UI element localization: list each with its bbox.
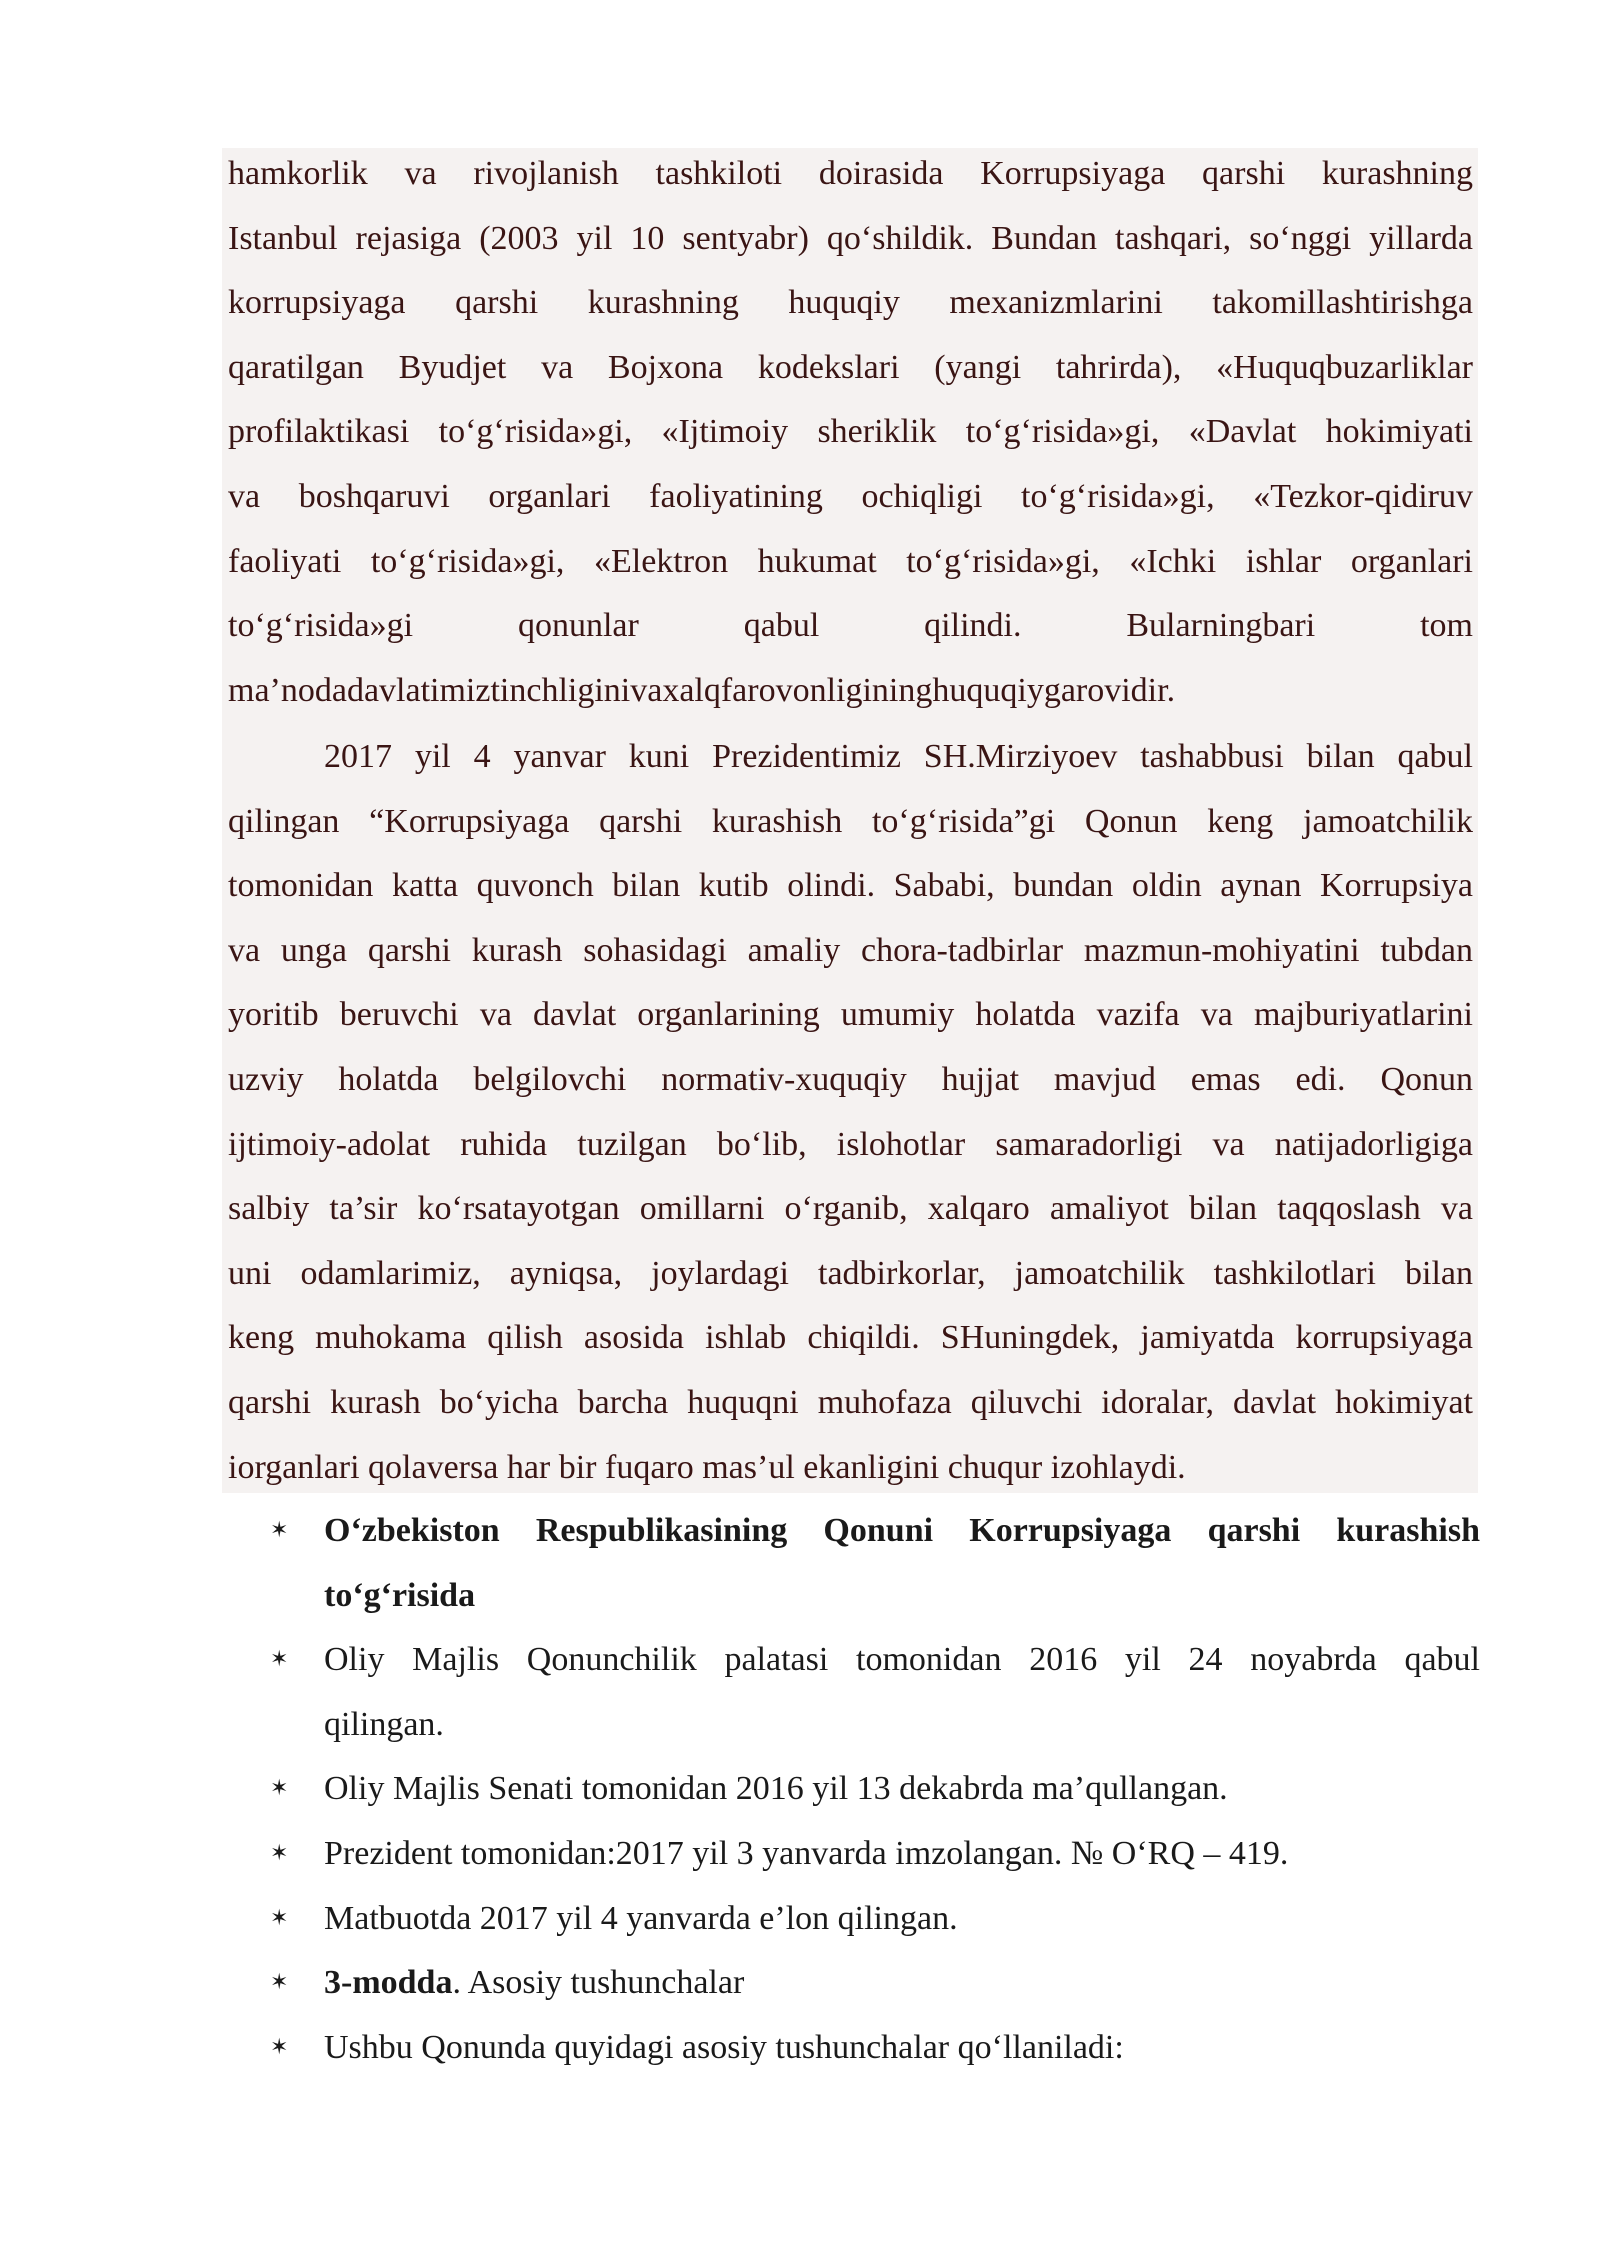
paragraph-line: ijtimoiy-adolat ruhida tuzilgan bo‘lib, islohotlar samaradorligi va natijadorligiga [228, 1125, 1473, 1163]
paragraph-line: tomonidan katta quvonch bilan kutib olindi. Sababi, bundan oldin aynan Korrupsiya [228, 867, 1473, 905]
paragraph-line: 2017 yil 4 yanvar kuni Prezidentimiz SH.Mirziyoev tashabbusi bilan qabul [324, 738, 1473, 775]
star-bullet-icon: ✶ [270, 1776, 289, 1802]
star-bullet-icon: ✶ [270, 1518, 289, 1543]
paragraph-line: uzviy holatda belgilovchi normativ-xuquqiy hujjat mavjud emas edi. Qonun [228, 1060, 1473, 1098]
list-item-publication [270, 1887, 1480, 1952]
star-bullet-icon: ✶ [270, 2034, 289, 2060]
list-item-text: Ushbu Qonunda quyidagi asosiy tushunchalar qo‘llaniladi: [324, 2028, 1124, 2066]
paragraph-line: keng muhokama qilish asosida ishlab chiqildi. SHuningdek, jamiyatda korrupsiyaga [228, 1319, 1473, 1357]
law-details-list [270, 1499, 1480, 2080]
article-number: 3-modda [324, 1964, 453, 2002]
paragraph-line: hamkorlik va rivojlanish tashkiloti doirasida Korrupsiyaga qarshi kurashning [228, 155, 1473, 192]
article-title: . Asosiy tushunchalar [452, 1964, 745, 2002]
list-item-text: Oliy Majlis Senati tomonidan 2016 yil 13 dekabrda ma’qullangan. [324, 1770, 1228, 1808]
list-item-text [324, 1951, 1480, 2016]
list-item-text: to‘g‘risida [324, 1576, 476, 1614]
paragraph-line: to‘g‘risida»gi qonunlar qabul qilindi. Bularningbari tom [228, 607, 1473, 645]
paragraph-line: uni odamlarimiz, ayniqsa, joylardagi tadbirkorlar, jamoatchilik tashkilotlari bilan [228, 1254, 1473, 1292]
list-item-legislative-chamber [270, 1628, 1480, 1757]
list-item-senate [270, 1757, 1480, 1822]
list-item-president [270, 1822, 1480, 1887]
list-item-text: qilingan. [324, 1705, 444, 1743]
paragraph-line: va unga qarshi kurash sohasidagi amaliy chora-tadbirlar mazmun-mohiyatini tubdan [228, 931, 1473, 969]
paragraph-anticorruption-law [228, 725, 1473, 1500]
star-bullet-icon: ✶ [270, 1905, 289, 1931]
list-item-article-3 [270, 1951, 1480, 2016]
paragraph-line: qilingan “Korrupsiyaga qarshi kurashish to‘g‘risida”gi Qonun keng jamoatchilik [228, 802, 1473, 840]
list-item-definitions-intro [270, 2016, 1480, 2081]
star-bullet-icon: ✶ [270, 1647, 289, 1673]
list-item-text: Prezident tomonidan:2017 yil 3 yanvarda imzolangan. № O‘RQ – 419. [324, 1834, 1289, 1872]
paragraph-line: iorganlari qolaversa har bir fuqaro mas’ul ekanligini chuqur izohlaydi. [228, 1448, 1186, 1486]
paragraph-line: ma’nodadavlatimiztinchliginivaxalqfarovonligininghuquqiygarovidir. [228, 671, 1176, 709]
list-item-text: Matbuotda 2017 yil 4 yanvarda e’lon qilingan. [324, 1899, 958, 1937]
paragraph-international-cooperation [228, 142, 1473, 723]
paragraph-line: Istanbul rejasiga (2003 yil 10 sentyabr) qo‘shildik. Bundan tashqari, so‘nggi yillarda [228, 219, 1473, 257]
paragraph-line: va boshqaruvi organlari faoliyatining ochiqligi to‘g‘risida»gi, «Tezkor-qidiruv [228, 477, 1473, 515]
list-item-law-title [270, 1499, 1480, 1628]
paragraph-line: qarshi kurash bo‘yicha barcha huquqni muhofaza qiluvchi idoralar, davlat hokimiyat [228, 1383, 1473, 1421]
star-bullet-icon: ✶ [270, 1840, 289, 1866]
list-item-text: Oliy Majlis Qonunchilik palatasi tomonidan 2016 yil 24 noyabrda qabul [324, 1641, 1480, 1679]
list-item-text: O‘zbekiston Respublikasining Qonuni Korrupsiyaga qarshi kurashish [324, 1512, 1480, 1549]
paragraph-line: faoliyati to‘g‘risida»gi, «Elektron hukumat to‘g‘risida»gi, «Ichki ishlar organlari [228, 542, 1473, 580]
star-bullet-icon: ✶ [270, 1970, 289, 1996]
paragraph-line: salbiy ta’sir ko‘rsatayotgan omillarni o‘rganib, xalqaro amaliyot bilan taqqoslash va [228, 1190, 1473, 1228]
paragraph-line: qaratilgan Byudjet va Bojxona kodekslari (yangi tahrirda), «Huquqbuzarliklar [228, 348, 1473, 386]
paragraph-line: yoritib beruvchi va davlat organlarining umumiy holatda vazifa va majburiyatlarini [228, 996, 1473, 1034]
paragraph-line: profilaktikasi to‘g‘risida»gi, «Ijtimoiy sheriklik to‘g‘risida»gi, «Davlat hokimiyati [228, 413, 1473, 451]
paragraph-line: korrupsiyaga qarshi kurashning huquqiy mexanizmlarini takomillashtirishga [228, 284, 1473, 322]
